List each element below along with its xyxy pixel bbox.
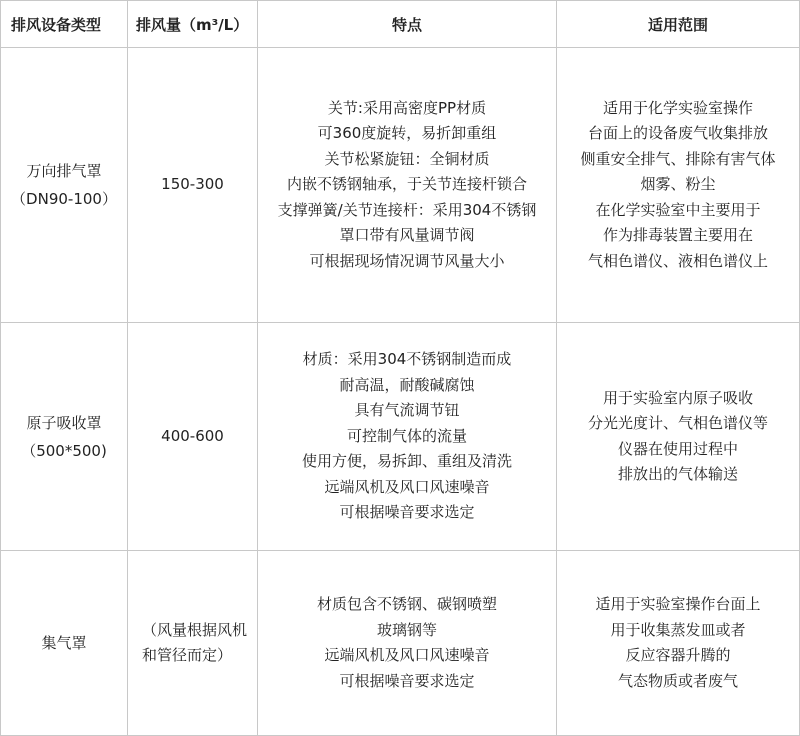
equipment-type-line: （DN90-100） (11, 190, 117, 208)
scope-line: 气态物质或者废气 (617, 671, 738, 690)
table-row (1, 551, 800, 736)
application-scope-cell (557, 551, 800, 736)
scope-line: 仪器在使用过程中 (617, 439, 738, 458)
scope-line: 反应容器升腾的 (625, 646, 731, 664)
scope-line: 台面上的设备废气收集排放 (587, 124, 768, 143)
feature-line: 具有气流调节钮 (354, 401, 460, 420)
table-row (1, 323, 800, 551)
scope-line: 用于收集蒸发皿或者 (610, 620, 746, 639)
feature-line: 关节松紧旋钮：全铜材质 (324, 149, 490, 168)
features-cell (258, 551, 557, 736)
features-cell (258, 323, 557, 551)
feature-line: 罩口带有风量调节阀 (339, 226, 475, 245)
equipment-type-line: 万向排气罩 (26, 162, 102, 180)
feature-line: 远端风机及风口风速噪音 (324, 646, 490, 664)
equipment-type-line: （500*500) (21, 441, 107, 460)
scope-line: 在化学实验室中主要用于 (595, 200, 761, 219)
scope-line: 适用于化学实验室操作 (602, 98, 753, 117)
feature-line: 支撑弹簧/关节连接杆：采用304不锈钢 (277, 200, 537, 219)
equipment-type-cell (1, 323, 128, 551)
scope-line: 适用于实验室操作台面上 (595, 595, 761, 613)
header-features: 特点 (258, 1, 557, 48)
header-row (1, 1, 800, 48)
equipment-type-line: 集气罩 (41, 634, 87, 652)
features-cell (258, 48, 557, 323)
feature-line: 关节:采用高密度PP材质 (327, 98, 487, 117)
feature-line: 可根据噪音要求选定 (339, 503, 475, 522)
feature-line: 耐高温，耐酸碱腐蚀 (339, 375, 475, 394)
header-application-scope: 适用范围 (557, 1, 800, 48)
exhaust-volume-cell (128, 551, 258, 736)
exhaust-volume-line: 和管径而定） (142, 646, 233, 664)
scope-line: 作为排毒装置主要用在 (602, 226, 753, 245)
header-equipment-type: 排风设备类型 (1, 1, 128, 48)
feature-line: 材质：采用304不锈钢制造而成 (302, 350, 512, 369)
exhaust-volume-cell (128, 323, 258, 551)
feature-line: 玻璃钢等 (376, 620, 437, 639)
table-row (1, 48, 800, 323)
scope-line: 气相色谱仪、液相色谱仪上 (587, 251, 768, 270)
exhaust-volume-line: （风量根据风机 (142, 621, 248, 639)
equipment-type-line: 原子吸收罩 (26, 413, 102, 432)
scope-line: 烟雾、粉尘 (640, 175, 716, 194)
feature-line: 材质包含不锈钢、碳钢喷塑 (316, 595, 497, 613)
exhaust-volume-line: 400-600 (161, 426, 224, 445)
application-scope-cell (557, 48, 800, 323)
scope-line: 用于实验室内原子吸收 (602, 388, 753, 407)
equipment-type-cell (1, 48, 128, 323)
application-scope-cell (557, 323, 800, 551)
feature-line: 可根据噪音要求选定 (339, 671, 475, 690)
equipment-type-cell (1, 551, 128, 736)
scope-line: 分光光度计、气相色谱仪等 (587, 414, 768, 432)
scope-line: 侧重安全排气、排除有害气体 (580, 149, 776, 168)
scope-line: 排放出的气体输送 (617, 465, 738, 483)
feature-line: 内嵌不锈钢轴承，于关节连接杆锁合 (286, 175, 527, 194)
feature-line: 可360度旋转，易折卸重组 (317, 124, 497, 143)
header-exhaust-volume: 排风量（m³/L） (128, 1, 258, 48)
feature-line: 可控制气体的流量 (346, 426, 467, 445)
feature-line: 远端风机及风口风速噪音 (324, 477, 490, 496)
exhaust-volume-cell (128, 48, 258, 323)
feature-line: 使用方便，易拆卸、重组及清洗 (301, 452, 512, 471)
feature-line: 可根据现场情况调节风量大小 (309, 251, 505, 270)
exhaust-volume-line: 150-300 (161, 175, 224, 194)
